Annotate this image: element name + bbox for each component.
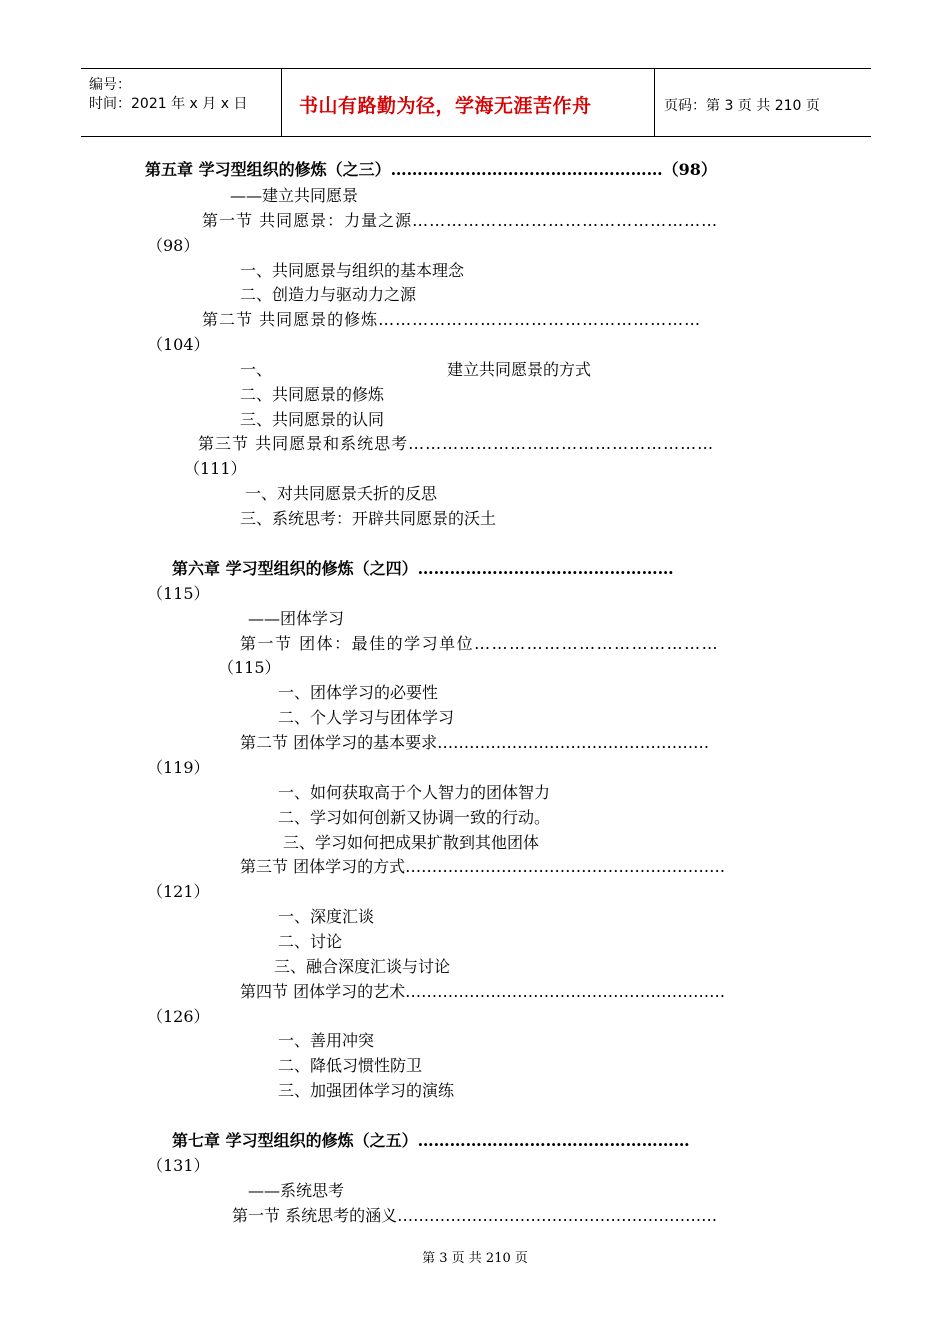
- toc-item: 一、共同愿景与组织的基本理念: [240, 261, 465, 280]
- toc-item: 二、讨论: [278, 932, 343, 951]
- toc-item-number: 一、: [240, 360, 273, 379]
- toc-section[interactable]: 第三节 团体学习的方式……………………………………………………: [240, 857, 726, 876]
- document-header: [81, 68, 871, 137]
- toc-item: 二、学习如何创新又协调一致的行动。: [278, 808, 551, 827]
- toc-page-ref: （115）: [218, 658, 281, 677]
- toc-item: 一、深度汇谈: [278, 907, 375, 926]
- toc-section[interactable]: 第三节 共同愿景和系统思考………………………………………………: [198, 434, 715, 453]
- toc-page-ref: （104）: [147, 335, 210, 354]
- toc-section[interactable]: 第四节 团体学习的艺术……………………………………………………: [240, 982, 726, 1001]
- serial-label: 编号：: [89, 77, 131, 93]
- toc-page-ref: （119）: [147, 758, 210, 777]
- page-footer: 第 3 页 共 210 页: [422, 1251, 528, 1266]
- toc-page-ref: （131）: [147, 1156, 210, 1175]
- toc-section[interactable]: 第一节 共同愿景：力量之源………………………………………………: [202, 211, 719, 230]
- toc-item: 一、团体学习的必要性: [278, 683, 439, 702]
- toc-chapter-7[interactable]: 第七章 学习型组织的修炼（之五）……………………………………………: [172, 1131, 690, 1150]
- header-divider: [281, 69, 282, 136]
- date-label: 时间：2021 年 x 月 x 日: [89, 96, 248, 112]
- toc-section[interactable]: 第一节 系统思考的涵义……………………………………………………: [232, 1206, 718, 1225]
- toc-page-ref: （126）: [147, 1007, 210, 1026]
- toc-item: 二、个人学习与团体学习: [278, 708, 455, 727]
- toc-item: 三、系统思考：开辟共同愿景的沃土: [240, 509, 497, 528]
- toc-item: 一、对共同愿景夭折的反思: [245, 484, 438, 503]
- page-info: 页码：第 3 页 共 210 页: [664, 98, 820, 114]
- toc-item: 一、如何获取高于个人智力的团体智力: [278, 783, 551, 802]
- toc-page-ref: （98）: [147, 236, 200, 255]
- toc-chapter-5[interactable]: 第五章 学习型组织的修炼（之三）……………………………………………（98）: [145, 160, 717, 179]
- toc-section[interactable]: 第二节 共同愿景的修炼…………………………………………………: [202, 310, 702, 329]
- toc-item: 建立共同愿景的方式: [447, 360, 592, 379]
- toc-chapter-6[interactable]: 第六章 学习型组织的修炼（之四）…………………………………………: [172, 559, 674, 578]
- toc-item: 二、创造力与驱动力之源: [240, 285, 417, 304]
- toc-page-ref: （115）: [147, 584, 210, 603]
- header-motto: 书山有路勤为径，学海无涯苦作舟: [299, 95, 592, 117]
- toc-page-ref: （121）: [147, 882, 210, 901]
- toc-item: 三、共同愿景的认同: [240, 410, 385, 429]
- toc-section[interactable]: 第一节 团体：最佳的学习单位……………………………………: [240, 634, 720, 653]
- toc-section[interactable]: 第二节 团体学习的基本要求……………………………………………: [240, 733, 710, 752]
- toc-item: 三、加强团体学习的演练: [278, 1081, 455, 1100]
- header-divider: [654, 69, 655, 136]
- toc-item: 二、共同愿景的修炼: [240, 385, 385, 404]
- toc-chapter-subtitle: ——系统思考: [248, 1181, 345, 1200]
- toc-item: 二、降低习惯性防卫: [278, 1056, 423, 1075]
- toc-item: 三、融合深度汇谈与讨论: [274, 957, 451, 976]
- toc-item: 一、善用冲突: [278, 1031, 375, 1050]
- toc-page-ref: （111）: [184, 459, 247, 478]
- toc-item: 三、学习如何把成果扩散到其他团体: [283, 833, 540, 852]
- toc-chapter-subtitle: ——建立共同愿景: [230, 186, 359, 205]
- toc-chapter-subtitle: ——团体学习: [248, 609, 345, 628]
